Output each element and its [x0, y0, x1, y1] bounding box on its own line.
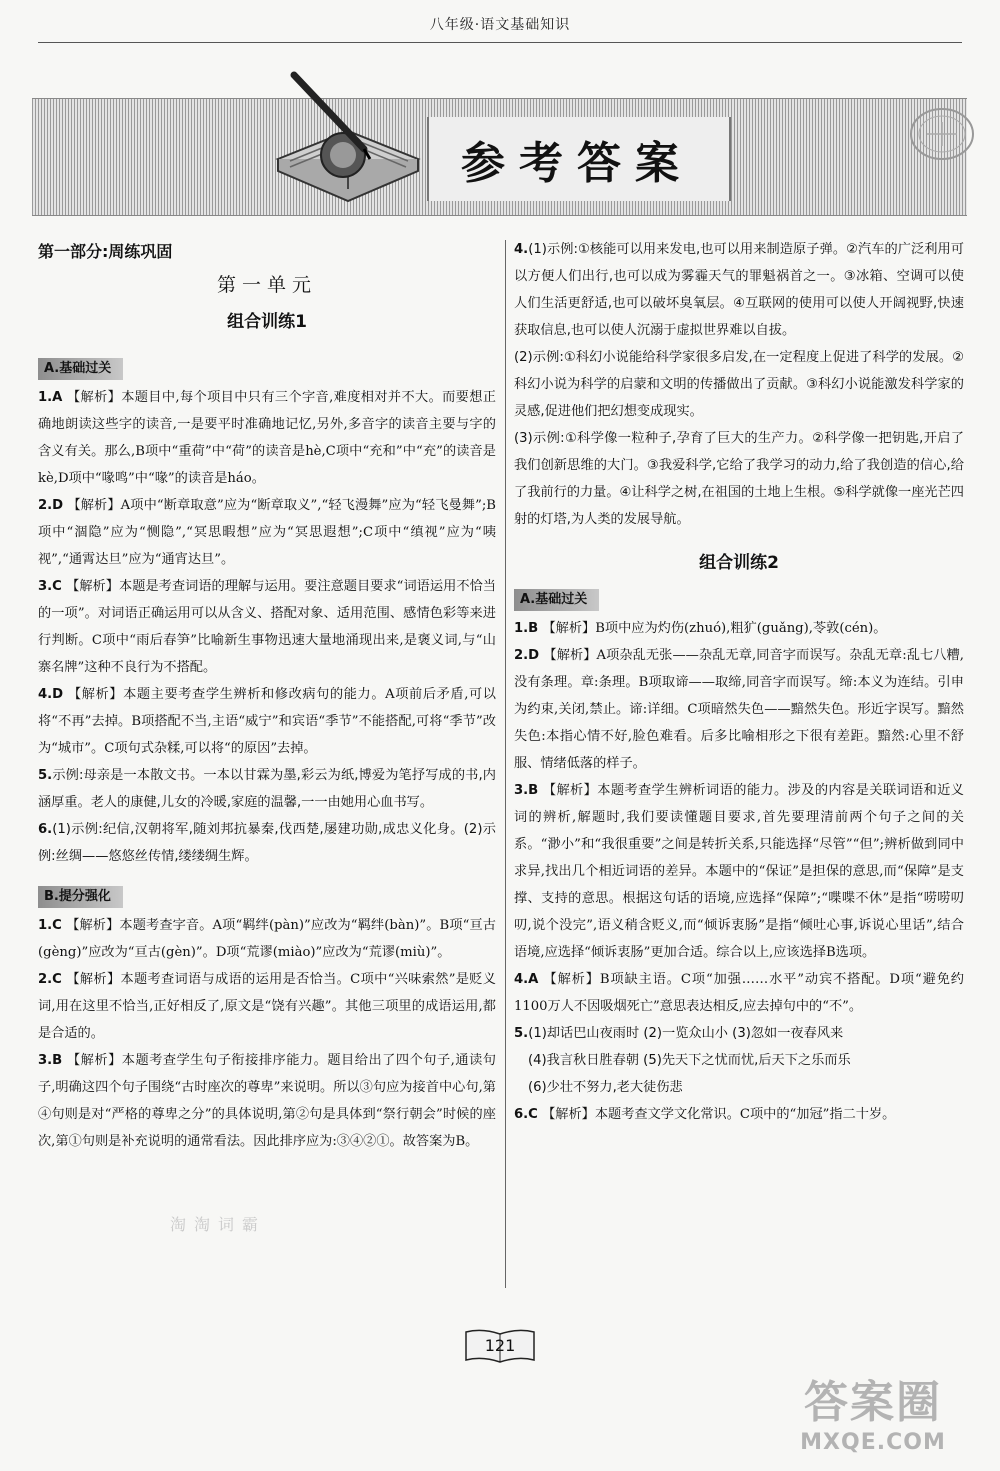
left-column	[38, 236, 496, 1155]
answer-item	[514, 344, 964, 425]
running-head: 八年级·语文基础知识	[429, 17, 571, 33]
page-number	[462, 1326, 538, 1366]
answer-number: 5.	[514, 1026, 529, 1041]
answer-text: (1)却话巴山夜雨时 (2)一览众山小 (3)忽如一夜春风来	[528, 1026, 844, 1041]
answer-number: 1.C	[38, 918, 62, 933]
answer-item	[514, 1047, 964, 1074]
answer-text: 【解析】本题考查学生辨析词语的能力。涉及的内容是关联词语和近义词的辨析,解题时,我们要读懂题目要求,首先要理清前两个句子之间的关系。“渺小”和“我很重要”之间是转折关系,只能选择“尽管”“但”;辨析做到同中求异,找出几个相近词语的差异。本题中的“保证”是担保的意思,而“保障”是支撑、支持的意思。根据这句话的语境,应选择“保障”;“喋喋不休”是指“唠唠叨叨,说个没完”,语义稍含贬义,而“倾诉衷肠”是指“倾吐心事,诉说心里话”,结合语境,应选择“倾诉衷肠”更加合适。综合以上,应该选择B选项。	[514, 783, 964, 960]
answer-number: 3.C	[38, 579, 62, 594]
answer-item	[514, 1101, 964, 1128]
answer-text: 【解析】本题目中,每个项目中只有三个字音,难度相对并不大。而要想正确地朗读这些字的读音,一是要平时准确地记忆,另外,多音字的读音主要与字的含义有关。那么,B项中“重荷”中“荷”的读音是hè,C项中“充和”中“充”的读音是kè,D项中“喙鸣”中“喙”的读音是háo。	[38, 390, 496, 486]
answer-item	[38, 1047, 496, 1155]
answer-text: (4)我言秋日胜春朝 (5)先天下之忧而忧,后天下之乐而乐	[528, 1053, 851, 1068]
answer-item	[38, 966, 496, 1047]
watermark	[758, 1378, 988, 1458]
answer-number: 6.C	[514, 1107, 538, 1122]
answer-text: 【解析】本题考查字音。A项“羁绊(pàn)”应改为“羁绊(bàn)”。B项“亘古(gèng)”应改为“亘古(gèn)”。D项“荒谬(miào)”应改为“荒谬(miù)”。	[38, 918, 496, 960]
answer-text: 【解析】A项杂乱无张——杂乱无章,同音字而误写。杂乱无章:乱七八糟,没有条理。章:条理。B项取谛——取缔,同音字而误写。缔:本义为连结。引申为约束,关闭,禁止。谛:详细。C项暗然失色——黯然失色。形近字误写。黯然失色:本指心情不好,脸色难看。后多比喻相形之下很有差距。黯然:心里不舒服、情绪低落的样子。	[514, 648, 964, 771]
answer-text: 【解析】本题主要考查学生辨析和修改病句的能力。A项前后矛盾,可以将“不再”去掉。B项搭配不当,主语“威宁”和宾语“季节”不能搭配,可将“季节”改为“城市”。C项句式杂糅,可以将“的原因”去掉。	[38, 687, 496, 756]
section-tag-a-2: A.基础过关	[514, 589, 599, 611]
answer-text: (1)示例:纪信,汉朝将军,随刘邦抗暴秦,伐西楚,屡建功勋,成忠义化身。(2)示例:丝绸——悠悠丝传情,缕缕绸生辉。	[38, 822, 496, 864]
section-tag-b: B.提分强化	[38, 886, 123, 908]
answer-number: 1.B	[514, 621, 539, 636]
answer-number: 3.B	[38, 1053, 63, 1068]
answer-banner	[32, 98, 967, 216]
answer-text: 【解析】B项缺主语。C项“加强……水平”动宾不搭配。D项“避免约1100万人不因吸烟死亡”意思表达相反,应去掉句中的“不”。	[514, 972, 964, 1014]
answer-number: 1.A	[38, 390, 63, 405]
answer-text: 【解析】A项中“断章取意”应为“断章取义”,“轻飞漫舞”应为“轻飞曼舞”;B项中“涸隐”应为“恻隐”,“冥思暇想”应为“冥思遐想”;C项中“缜视”应为“咦视”,“通霄达旦”应为“通宵达旦”。	[38, 498, 496, 567]
answer-item	[514, 425, 964, 533]
answer-number: 4.	[514, 242, 529, 257]
answer-text: (3)示例:①科学像一粒种子,孕育了巨大的生产力。②科学像一把钥匙,开启了我们创新思维的大门。③我爱科学,它给了我学习的动力,给了我创造的信心,给了我前行的力量。④让科学之树,在祖国的土地上生根。⑤科学就像一座光芒四射的灯塔,为人类的发展导航。	[514, 431, 964, 527]
banner-title: 参考答案	[461, 138, 693, 189]
group-title-2: 组合训练2	[699, 553, 779, 573]
answer-item	[38, 681, 496, 762]
answer-text: 示例:母亲是一本散文书。一本以甘霖为墨,彩云为纸,博爱为笔抒写成的书,内涵厚重。老人的康健,儿女的冷暖,家庭的温馨,一一由她用心血书写。	[38, 768, 496, 810]
answer-item	[514, 236, 964, 344]
answer-text: 【解析】本题考查词语与成语的运用是否恰当。C项中“兴味索然”是贬义词,用在这里不恰当,正好相反了,原文是“饶有兴趣”。其他三项里的成语运用,都是合适的。	[38, 972, 496, 1041]
right-column	[514, 236, 964, 1128]
answer-number: 2.C	[38, 972, 62, 987]
unit-title: 第一单元	[216, 274, 317, 296]
header-rule	[38, 42, 962, 43]
page-number-text: 121	[484, 1336, 516, 1355]
answer-number: 3.B	[514, 783, 539, 798]
column-divider	[505, 240, 506, 1288]
answer-item	[514, 642, 964, 777]
part-title: 第一部分:周练巩固	[38, 242, 173, 261]
answer-text: (1)示例:①核能可以用来发电,也可以用来制造原子弹。②汽车的广泛利用可以方便人们出行,也可以成为雾霾天气的罪魁祸首之一。③冰箱、空调可以使人们生活更舒适,也可以破坏臭氧层。④互联网的使用可以使人开阔视野,快速获取信息,也可以使人沉溺于虚拟世界难以自拔。	[514, 242, 964, 338]
answer-text: 【解析】本题考查学生句子衔接排序能力。题目给出了四个句子,通读句子,明确这四个句子围绕“古时座次的尊卑”来说明。所以③句应为接首中心句,第④句则是对“严格的尊卑之分”的具体说明,第②句是具体到“祭行朝会”时候的座次,第①句则是补充说明的通常看法。因此排序应为:③④②①。故答案为B。	[38, 1053, 496, 1149]
answer-item	[514, 966, 964, 1020]
watermark-url: MXQE.COM	[800, 1430, 946, 1455]
answer-item	[514, 615, 964, 642]
answer-number: 2.D	[38, 498, 64, 513]
answer-text: 【解析】B项中应为灼伤(zhuó),粗犷(guǎng),苓敦(cén)。	[542, 621, 887, 636]
answer-text: 【解析】本题考查文学文化常识。C项中的“加冠”指二十岁。	[542, 1107, 896, 1122]
answer-number: 2.D	[514, 648, 540, 663]
answer-item	[38, 762, 496, 816]
stamp-seal-icon	[907, 104, 977, 164]
answer-item	[38, 492, 496, 573]
group-title: 组合训练1	[227, 312, 307, 332]
watermark-title: 答案圈	[804, 1377, 942, 1428]
answer-item	[514, 1020, 964, 1047]
section-tag-a: A.基础过关	[38, 358, 123, 380]
answer-item	[38, 573, 496, 681]
answer-number: 5.	[38, 768, 53, 783]
answer-item	[514, 777, 964, 966]
answer-item	[38, 816, 496, 870]
answer-item	[38, 384, 496, 492]
answer-text: (6)少壮不努力,老大徒伤悲	[528, 1080, 683, 1095]
answer-item	[514, 1074, 964, 1101]
answer-item	[38, 912, 496, 966]
answer-number: 4.A	[514, 972, 539, 987]
faint-mark: 淘淘词霸	[170, 1215, 267, 1234]
answer-text: 【解析】本题是考查词语的理解与运用。要注意题目要求“词语运用不恰当的一项”。对词语正确运用可以从含义、搭配对象、适用范围、感情色彩等来进行判断。C项中“雨后春笋”比喻新生事物迅速大量地涌现出来,是褒义词,与“山寨名牌”这种不良行为不搭配。	[38, 579, 496, 675]
book-pen-icon	[268, 69, 428, 214]
answer-number: 4.D	[38, 687, 64, 702]
answer-number: 6.	[38, 822, 53, 837]
answer-text: (2)示例:①科幻小说能给科学家很多启发,在一定程度上促进了科学的发展。②科幻小说为科学的启蒙和文明的传播做出了贡献。③科幻小说能激发科学家的灵感,促进他们把幻想变成现实。	[514, 350, 964, 419]
